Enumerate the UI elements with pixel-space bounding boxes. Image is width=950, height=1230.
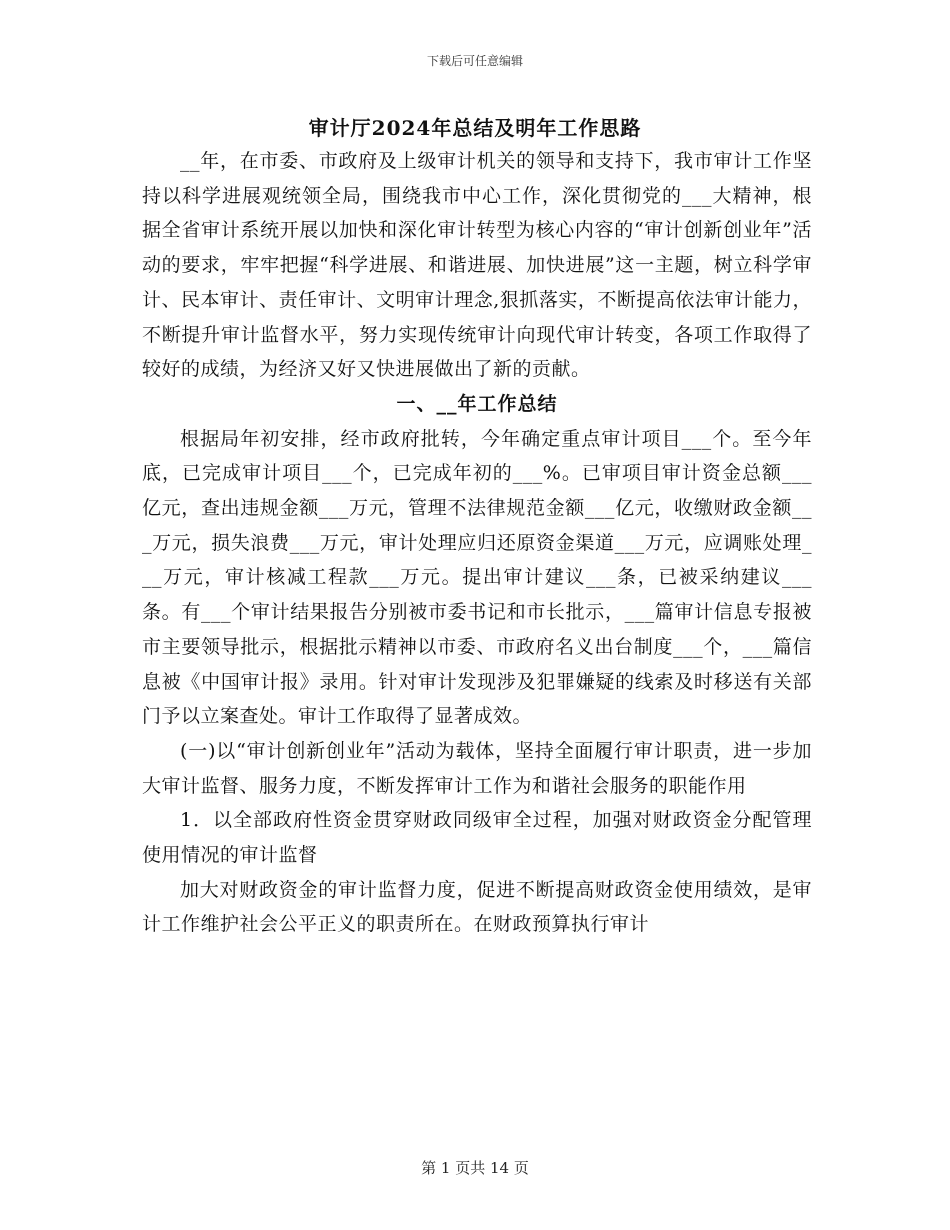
page-footer: 第 1 页共 14 页 [421,1159,529,1177]
item-paragraph: 加大对财政资金的审计监督力度，促进不断提高财政资金使用绩效，是审计工作维护社会公平正义的职责所在。在财政预算执行审计 [142,878,812,936]
item-heading: 1．以全部政府性资金贯穿财政同级审全过程，加强对财政资金分配管理使用情况的审计监督 [142,809,812,867]
page-header-note: 下载后可任意编辑 [426,54,523,68]
intro-paragraph: __年，在市委、市政府及上级审计机关的领导和支持下，我市审计工作坚持以科学进展观统领全局，围绕我市中心工作，深化贯彻党的___大精神，根据全省审计系统开展以加快和深化审计转型为核心内容的“审计创新创业年”活动的要求，牢牢把握“科学进展、和谐进展、加快进展”这一主题，树立科学审计、民本审计、责任审计、文明审计理念,狠抓落实，不断提高依法审计能力，不断提升审计监督水平，努力实现传统审计向现代审计转变，各项工作取得了较好的成绩，为经济又好又快进展做出了新的贡献。 [142,150,812,381]
section-heading: 一、__年工作总结 [396,392,558,415]
document-title: 审计厅2024年总结及明年工作思路 [308,116,642,140]
subsection-heading: (一)以“审计创新创业年”活动为载体，坚持全面履行审计职责，进一步加大审计监督、服务力度，不断发挥审计工作为和谐社会服务的职能作用 [142,739,812,797]
document-body [142,144,812,942]
summary-paragraph: 根据局年初安排，经市政府批转，今年确定重点审计项目___个。至今年底，已完成审计项目___个，已完成年初的___%。已审项目审计资金总额___亿元，查出违规金额___万元，管理不法律规范金额___亿元，收缴财政金额___万元，损失浪费___万元，审计处理应归还原资金渠道___万元，应调账处理___万元，审计核减工程款___万元。提出审计建议___条，已被采纳建议___条。有___个审计结果报告分别被市委书记和市长批示，___篇审计信息专报被市主要领导批示，根据批示精神以市委、市政府名义出台制度___个，___篇信息被《中国审计报》录用。针对审计发现涉及犯罪嫌疑的线索及时移送有关部门予以立案查处。审计工作取得了显著成效。 [142,427,812,728]
